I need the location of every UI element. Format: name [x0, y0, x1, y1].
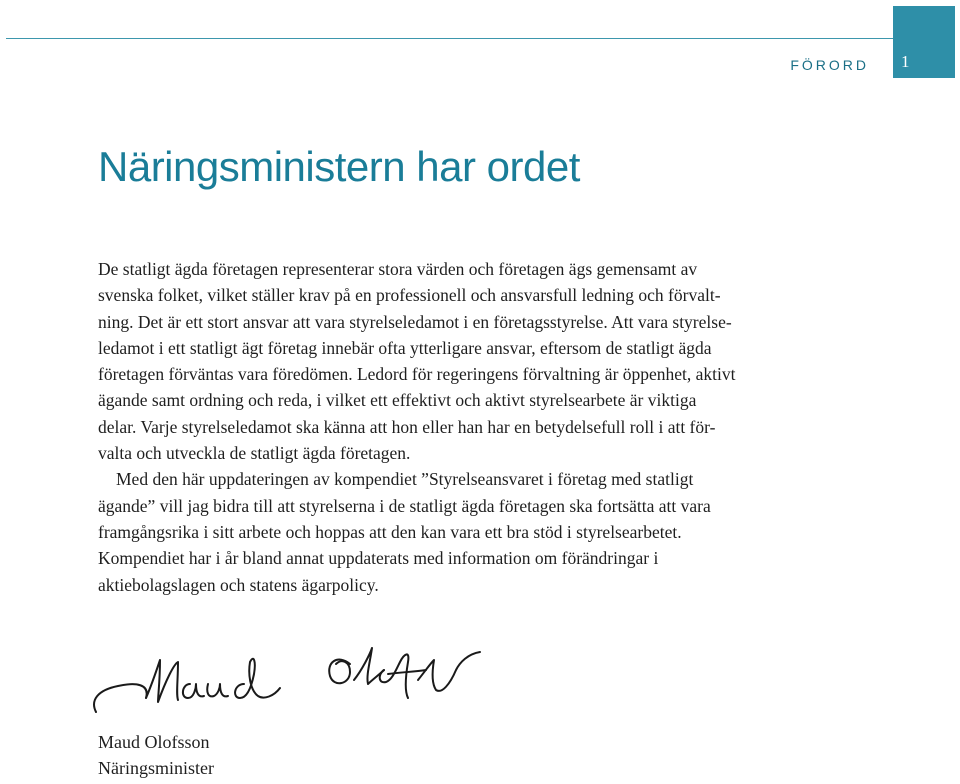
body-line: ägande samt ordning och reda, i vilket ett effektivt och aktivt styrelsearbete är viktiga [98, 390, 697, 411]
page-number: 1 [901, 52, 910, 71]
page-title: Näringsministern har ordet [98, 143, 580, 190]
body-line: företagen förväntas vara föredömen. Ledord för regeringens förvaltning är öppenhet, aktivt [98, 364, 736, 385]
body-line: ägande” vill jag bidra till att styrelserna i de statligt ägda företagen ska fortsätta att vara [98, 495, 711, 516]
body-line: ning. Det är ett stort ansvar att vara styrelseledamot i en företagsstyrelse. Att vara styrelse- [98, 311, 732, 332]
body-line: Kompendiet har i år bland annat uppdaterats med information om förändringar i [98, 548, 659, 569]
body-line: valta och utveckla de statligt ägda företagen. [98, 443, 411, 464]
signer-role: Näringsminister [98, 758, 214, 778]
section-label: FÖRORD [790, 57, 869, 73]
body-line: De statligt ägda företagen representerar stora värden och företagen ägs gemensamt av [98, 259, 698, 279]
page-number-tab [893, 6, 955, 78]
body-line: ledamot i ett statligt ägt företag innebär ofta ytterligare ansvar, eftersom de statligt ägda [98, 337, 712, 358]
body-line: Med den här uppdateringen av kompendiet ”Styrelseansvaret i företag med statligt [116, 469, 694, 490]
signer-name: Maud Olofsson [98, 732, 210, 752]
body-line: svenska folket, vilket ställer krav på en professionell och ansvarsfull ledning och förvalt- [98, 285, 721, 306]
body-line: framgångsrika i sitt arbete och hoppas att den kan vara ett bra stöd i styrelsearbetet. [98, 521, 682, 542]
body-line: aktiebolagslagen och statens ägarpolicy. [98, 574, 379, 595]
handwritten-signature [88, 640, 508, 730]
body-text [98, 256, 846, 598]
body-line: delar. Varje styrelseledamot ska känna att hon eller han har en betydelsefull roll i att för- [98, 416, 716, 437]
header-rule [6, 38, 896, 39]
